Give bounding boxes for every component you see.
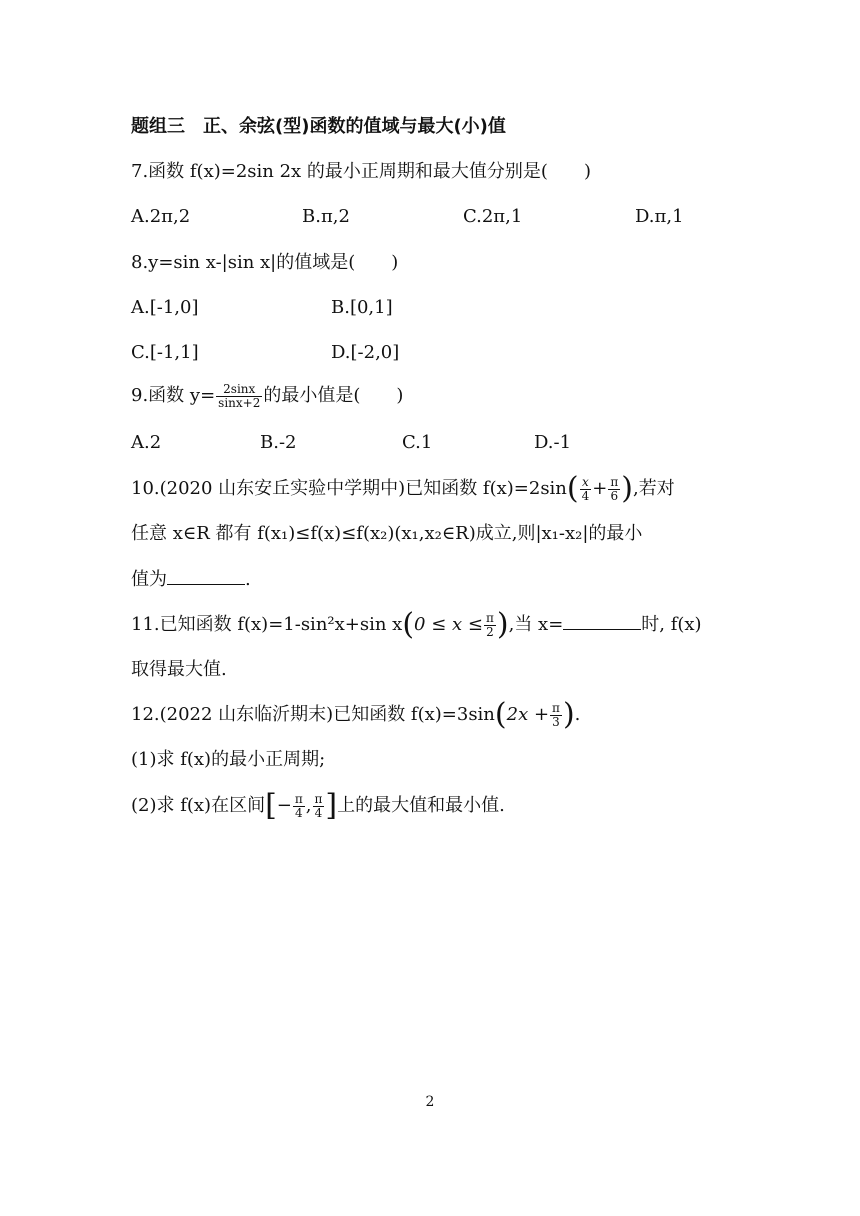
q12-int-b-num: π: [314, 791, 323, 806]
q12-interval-comma: ,: [305, 795, 312, 816]
q10-frac1-num: x: [580, 476, 592, 490]
q10-plus: +: [592, 478, 608, 499]
question-7-stem: 7.函数 f(x)=2sin 2x 的最小正周期和最大值分别是( ): [131, 161, 591, 182]
q11-answer-blank: [563, 611, 641, 630]
q7-option-c: C.2π,1: [463, 206, 523, 227]
q10-right-paren: ): [621, 471, 633, 506]
question-11-line-2: 取得最大值.: [131, 659, 227, 680]
q11-frac-num: π: [485, 610, 494, 625]
q10-frac2-den: 6: [610, 488, 619, 503]
q11-left-paren: (: [402, 607, 415, 642]
q12-interval-frac-b: [313, 793, 325, 820]
q9-option-c: C.1: [402, 432, 433, 453]
q10-fraction-1: [580, 476, 592, 503]
q12-int-b-den: 4: [314, 805, 323, 820]
q11-prefix: 11.已知函数 f(x)=1-sin²x+sin x: [131, 614, 403, 635]
q12-left-paren: (: [494, 697, 507, 732]
q9-fraction: [216, 383, 262, 410]
q11-frac-den: 2: [486, 624, 494, 639]
q10-line1-suffix: ,若对: [632, 478, 675, 499]
q9-suffix: 的最小值是( ): [263, 385, 404, 406]
question-10-line-2: 任意 x∈R 都有 f(x₁)≤f(x)≤f(x₂)(x₁,x₂∈R)成立,则|x₁-x₂|的最小: [131, 523, 643, 544]
q12-right-bracket: ]: [325, 788, 338, 823]
question-8-stem: 8.y=sin x-|sin x|的值域是( ): [131, 252, 399, 273]
q12-frac-num: π: [552, 700, 560, 715]
q12-prefix: 12.(2022 山东临沂期末)已知函数 f(x)=3sin: [131, 704, 495, 725]
q11-condition: 0 ≤ x ≤: [414, 614, 483, 635]
q12-interval-neg: −: [276, 795, 292, 816]
q10-line3-suffix: .: [245, 569, 251, 590]
q7-option-b: B.π,2: [302, 206, 350, 227]
q12-inner: 2x +: [506, 704, 550, 725]
q10-fraction-2: [608, 476, 620, 503]
q10-line3-prefix: 值为: [131, 569, 167, 590]
question-10-line-1: [131, 471, 675, 506]
q12-frac-den: 3: [552, 714, 560, 729]
q9-option-b: B.-2: [260, 432, 297, 453]
q11-fraction: [484, 612, 496, 639]
q10-answer-blank: [167, 566, 245, 585]
q12-fraction: [550, 702, 562, 729]
question-11-line-1: [131, 607, 702, 642]
question-12-part-1: (1)求 f(x)的最小正周期;: [131, 749, 326, 770]
question-12-line-1: [131, 697, 581, 732]
q12-left-bracket: [: [265, 788, 277, 823]
q12-part2-suffix: 上的最大值和最小值.: [337, 795, 505, 816]
q10-left-paren: (: [566, 471, 579, 506]
q12-int-a-den: 4: [295, 805, 303, 820]
q12-part2-prefix: (2)求 f(x)在区间: [131, 795, 266, 816]
q9-prefix: 9.函数 y=: [131, 385, 216, 406]
q11-mid: ,当 x=: [508, 614, 564, 635]
q8-option-d: D.[-2,0]: [331, 342, 400, 363]
q10-frac1-den: 4: [581, 488, 590, 503]
q8-option-c: C.[-1,1]: [131, 342, 199, 363]
q9-option-d: D.-1: [534, 432, 572, 453]
q10-prefix: 10.(2020 山东安丘实验中学期中)已知函数 f(x)=2sin: [131, 478, 567, 499]
q12-right-paren: ): [562, 697, 575, 732]
q9-frac-den: sinx+2: [218, 395, 261, 410]
q12-interval-frac-a: [293, 793, 305, 820]
q9-frac-num: 2sinx: [216, 383, 262, 397]
q12-line1-suffix: .: [574, 704, 581, 725]
q7-option-d: D.π,1: [635, 206, 684, 227]
q11-line1-suffix: 时, f(x): [641, 614, 702, 635]
question-10-line-3: [131, 566, 251, 594]
q12-int-a-num: π: [294, 791, 303, 806]
q7-option-a: A.2π,2: [131, 206, 191, 227]
q11-right-paren: ): [496, 607, 509, 642]
q8-option-a: A.[-1,0]: [131, 297, 199, 318]
q8-option-b: B.[0,1]: [331, 297, 393, 318]
question-9-stem: [131, 382, 403, 410]
question-12-part-2: [131, 788, 505, 823]
q9-option-a: A.2: [131, 432, 162, 453]
section-heading: 题组三 正、余弦(型)函数的值域与最大(小)值: [131, 116, 506, 137]
q10-frac2-num: π: [610, 474, 619, 489]
page-number: 2: [425, 1094, 435, 1110]
